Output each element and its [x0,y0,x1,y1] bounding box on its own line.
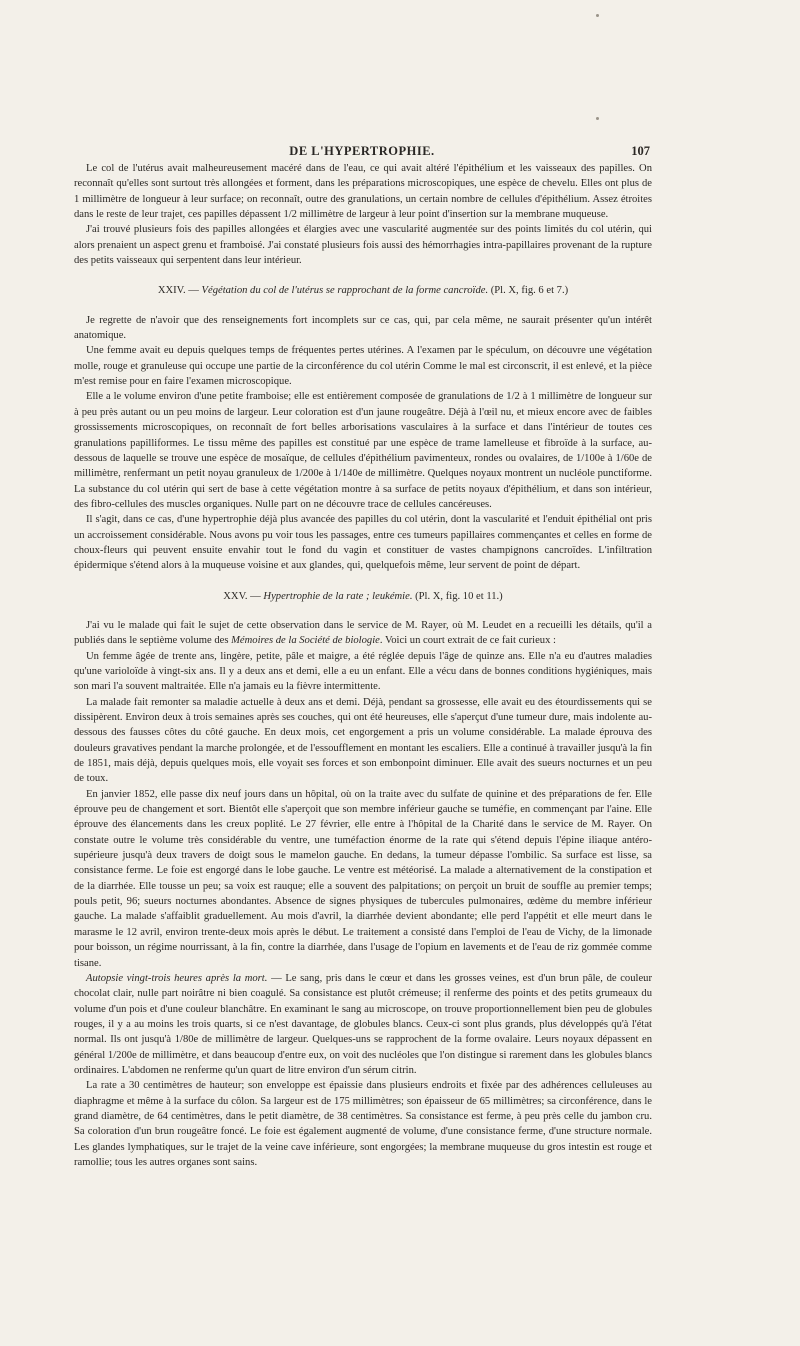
text-run: . Voici un court extrait de ce fait curieux : [379,635,556,647]
paragraph: Le col de l'utérus avait malheureusement macéré dans de l'eau, ce qui avait altéré l'épithélium et les vaisseaux des papilles. On reconnaît qu'elles sont surtout très allongées et forment, dans les préparations microscopiques, une espèce de chevelu. Elles ont plus de 1 millimètre de longueur à leur surface; on reconnaît, outre des granulations, un certain nombre de cellules d'épithélium. Assez étroites dans le reste de leur trajet, ces papilles dépassent 1/2 millimètre de largeur à leur point d'insertion sur la membrane muqueuse. [74,163,652,221]
section-number: XXV. — [223,590,261,602]
autopsy-label: Autopsie vingt-trois heures après la mort. [86,972,268,984]
paragraph: En janvier 1852, elle passe dix neuf jours dans un hôpital, où on la traite avec du sulfate de quinine et des préparations de fer. Elle éprouve peu de changement et sort. Bientôt elle s'aperçoit que son membre inférieur gauche se tuméfie, en commençant par l'aine. Elle éprouve des élancements dans les creux poplité. Le 27 février, elle entre à l'hôpital de la Charité dans le service de M. Rayer. On constate outre le volume très considérable du ventre, une tuméfaction énorme de la rate qui s'étend depuis l'épine iliaque antéro-supérieure jusqu'à deux travers de doigt sous le mamelon gauche. En dedans, la tumeur dépasse l'ombilic. Sa surface est lisse, sa consistance ferme. Le foie est engorgé dans le lobe gauche. Le ventre est météorisé. La malade a alternativement de la constipation et de la diarrhée. Elle tousse un peu; sa voix est rauque; elle a souvent des palpitations; on perçoit un bruit de souffle au premier temps; pouls petit, 96; sueurs nocturnes abondantes. Absence de signes physiques de tubercules pulmonaires, œdème du membre inférieur gauche. La malade s'affaiblit graduellement. Au mois d'avril, la diarrhée devient abondante; elle perd l'appétit et elle meurt dans le marasme le 12 avril, environ trente-deux mois après le début. Le traitement a consisté dans l'emploi de l'eau de Vichy, de la limonade pour boisson, un régime nourrissant, à la fin, contre la diarrhée, dans l'usage de l'opium en lavements et de l'eau de riz gommée comme tisane. [74,788,652,969]
body-text [74,161,652,1170]
section-title: Végétation du col de l'utérus se rapprochant de la forme cancroïde. [201,285,489,297]
paragraph: La malade fait remonter sa maladie actuelle à deux ans et demi. Déjà, pendant sa grossesse, elle avait eu des étourdissements qui se dissipèrent. Environ deux à trois semaines après ses couches, qui ont été heureuses, elle s'aperçut d'une tumeur dure, mais indolente au-dessous des fausses côtes du côté gauche. En deux mois, cet engorgement a pris un volume considérable. La malade éprouva des douleurs gravatives pendant la marche prolongée, et de l'essoufflement en montant les escaliers. Elle a continué à travailler jusqu'à la fin de 1851, mais déjà, depuis quelques mois, elle voyait ses forces et son embonpoint diminuer. Elle avait des sueurs nocturnes et un peu de toux. [74,696,652,785]
paragraph: J'ai trouvé plusieurs fois des papilles allongées et élargies avec une vascularité augmentée sur des points limités du col utérin, qui alors prenaient un aspect grenu et framboisé. J'ai constaté plusieurs fois aussi des hémorrhagies intra-papillaires provenant de la rupture des petits vaisseaux qui serpentent dans leur intérieur. [74,224,652,267]
plate-reference: (Pl. X, fig. 10 et 11.) [415,590,503,602]
running-title: DE L'HYPERTROPHIE. [289,144,435,158]
paragraph: La rate a 30 centimètres de hauteur; son enveloppe est épaissie dans plusieurs endroits et fixée par des adhérences celluleuses au diaphragme et même à la surface du côlon. Sa largeur est de 175 millimètres; son épaisseur de 65 millimètres; sa circonférence, dans le grand diamètre, de 64 centimètres, dans le petit diamètre, de 38 centimètres. Sa consistance est ferme, à peu près celle du jambon cru. Sa coloration d'un brun rougeâtre foncé. Le foie est également augmenté de volume, d'une consistance ferme, d'une structure normale. Les glandes lymphatiques, sur le trajet de la veine cave inférieure, sont engorgées; la membrane muqueuse du gros intestin est rouge et ramollie; tous les autres organes sont sains. [74,1080,652,1168]
paragraph: Je regrette de n'avoir que des renseignements fort incomplets sur ce cas, qui, par cela même, ne saurait présenter qu'un intérêt anatomique. [74,314,652,342]
paper-speck [596,14,599,17]
text-run: — Le sang, pris dans le cœur et dans les grosses veines, est d'un brun pâle, de couleur chocolat clair, nulle part noirâtre ni bien coagulé. Sa consistance est plutôt crémeuse; il renferme des points et des petits grumeaux du volume d'un pois et d'une couleur blanchâtre. En examinant le sang au microscope, on trouve proportionnellement bien peu de globules rouges, il y a au moins les trois quarts, si ce n'est davantage, de globules blancs. Ceux-ci sont plus grands, plus développés qu'à l'état normal. Ils ont jusqu'à 1/80e de millimètre de largeur. Quelques-uns se rapprochent de la forme ovalaire. Leurs noyaux dépassent en général 1/200e de millimètre, et dans beaucoup d'entre eux, on voit des nucléoles que l'on distingue si rarement dans les globules blancs ordinaires. L'abdomen ne renferme qu'un quart de litre environ d'un sérum citrin. [74,972,652,1076]
paragraph [74,618,652,649]
journal-title: Mémoires de la Société de biologie [231,635,380,647]
text-run: J'ai vu le malade qui fait le sujet de cette observation dans le service de M. Rayer, où M. Leudet en a recueilli les détails, qu'il a publiés dans le septième volume des [74,619,652,647]
paragraph: Elle a le volume environ d'une petite framboise; elle est entièrement composée de granulations de 1/2 à 1 millimètre de longueur sur à peu près autant ou un peu moins de largeur. Leur coloration est d'un jaune rougeâtre. Déjà à l'œil nu, et mieux encore avec de faibles grossissements microscopiques, on reconnaît de fort belles arborisations vasculaires à la surface et dans l'intérieur de toutes ces granulations papilliformes. Le tissu même des papilles est constitué par une espèce de trame lamelleuse et fibroïde à la surface, au-dessous de laquelle se trouve une espèce de mosaïque, de cellules d'épithélium pavimenteux, rondes ou ovalaires, de 1/100e à 1/60e de millimètre, renfermant un petit noyau granuleux de 1/200e à 1/140e de millimètre. Quelques noyaux montrent un nucléole punctiforme. La substance du col utérin qui sert de base à cette végétation montre à sa surface de petits noyaux d'épithélium, et dans son intérieur, des fibro-cellules des muscles organiques. Nulle part on ne découvre trace de cellules cancéreuses. [74,391,652,510]
paragraph: Il s'agit, dans ce cas, d'une hypertrophie déjà plus avancée des papilles du col utérin, dont la vascularité et l'enduit épithélial ont pris un accroissement considérable. Nous avons pu voir tous les passages, entre ces tumeurs papillaires commençantes et celles en forme de choux-fleurs qui peuvent ensuite envahir tout le fond du vagin et constituer de vastes champignons cancroïdes. L'infiltration épidermique s'étend alors à la muqueuse voisine et aux glandes, qui, quelquefois même, leur servent de point de départ. [74,514,652,572]
plate-reference: (Pl. X, fig. 6 et 7.) [490,285,569,297]
section-heading-xxv [74,589,652,604]
paper-speck [596,117,599,120]
paragraph: Une femme avait eu depuis quelques temps de fréquentes pertes utérines. A l'examen par le spéculum, on découvre une végétation molle, rouge et granuleuse qui occupe une partie de la circonférence du col utérin Comme le mal est circonscrit, il est enlevé, et la pièce m'est remise pour en faire l'examen microscopique. [74,345,652,388]
paragraph [74,971,652,1078]
paragraph: Un femme âgée de trente ans, lingère, petite, pâle et maigre, a été réglée depuis l'âge de quinze ans. Elle n'a eu d'autres maladies qu'une varioloïde à vingt-six ans. Il y a deux ans et demi, elle a eu un enfant. Elle a vécu dans de bonnes conditions hygiéniques, mais son mari l'a souvent maltraitée. Elle n'a jamais eu la fièvre intermittente. [74,650,652,693]
section-number: XXIV. — [157,285,199,297]
section-title: Hypertrophie de la rate ; leukémie. [263,590,413,602]
page-number: 107 [631,144,650,158]
section-heading-xxiv [74,283,652,298]
